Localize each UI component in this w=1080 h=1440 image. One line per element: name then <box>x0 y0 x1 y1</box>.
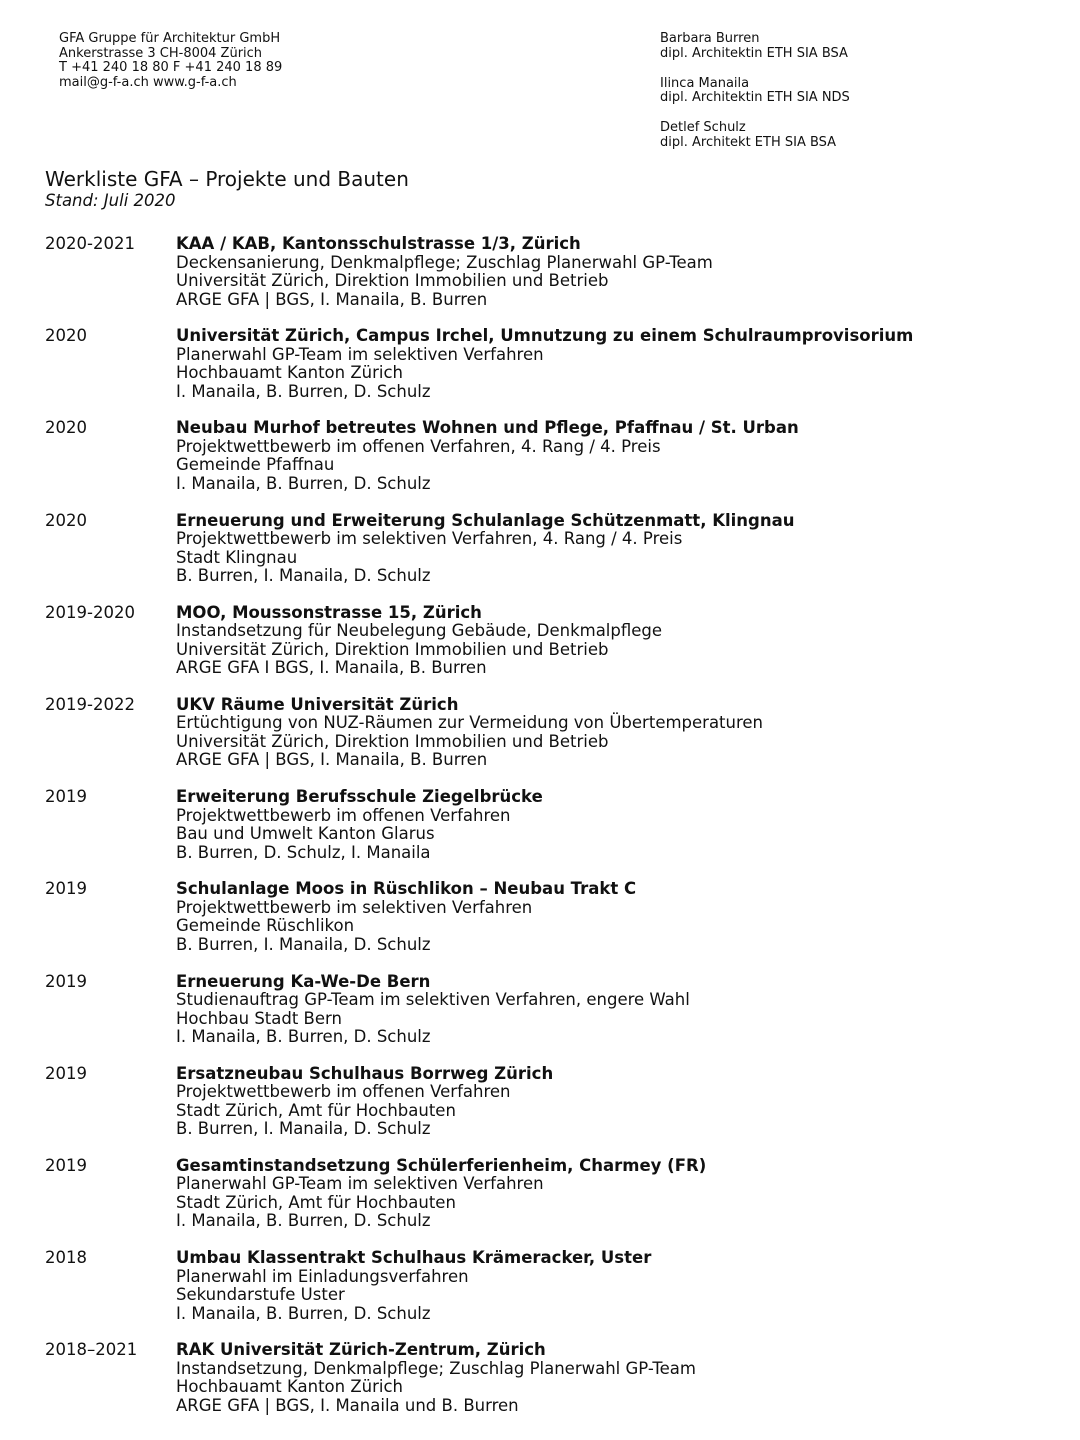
project-team: I. Manaila, B. Burren, D. Schulz <box>176 473 431 493</box>
project-year: 2019 <box>45 971 87 991</box>
project-year: 2018 <box>45 1248 87 1268</box>
partner-title: dipl. Architektin ETH SIA BSA <box>660 45 848 61</box>
project-year: 2019-2020 <box>45 602 135 622</box>
project-entry <box>45 419 1065 511</box>
project-entry <box>45 512 1065 604</box>
project-team: ARGE GFA I BGS, I. Manaila, B. Burren <box>176 658 487 678</box>
project-details <box>176 327 1056 401</box>
company-phone-fax: T +41 240 18 80 F +41 240 18 89 <box>59 60 283 76</box>
project-title: Erneuerung Ka-We-De Bern <box>176 971 431 991</box>
project-team: B. Burren, D. Schulz, I. Manaila <box>176 842 431 862</box>
project-year: 2019 <box>45 1155 87 1175</box>
company-name: GFA Gruppe für Architektur GmbH <box>59 31 281 46</box>
project-team: I. Manaila, B. Burren, D. Schulz <box>176 1027 431 1046</box>
project-client: Universität Zürich, Direktion Immobilien und Betrieb <box>176 271 609 290</box>
project-entry <box>45 1341 1065 1433</box>
project-client: Universität Zürich, Direktion Immobilien und Betrieb <box>176 639 609 659</box>
project-description: Projektwettbewerb im offenen Verfahren <box>176 805 511 825</box>
project-details <box>176 1341 1056 1415</box>
project-team: I. Manaila, B. Burren, D. Schulz <box>176 1211 431 1231</box>
project-client: Stadt Klingnau <box>176 547 298 567</box>
project-details <box>176 1157 1056 1231</box>
project-client: Stadt Zürich, Amt für Hochbauten <box>176 1100 456 1120</box>
document-stand-date: Stand: Juli 2020 <box>45 191 176 210</box>
project-year: 2019-2022 <box>45 694 135 714</box>
project-client: Stadt Zürich, Amt für Hochbauten <box>176 1192 456 1212</box>
project-details <box>176 788 1056 862</box>
partner-entry <box>660 77 1060 106</box>
project-title: RAK Universität Zürich-Zentrum, Zürich <box>176 1340 546 1360</box>
project-title: Umbau Klassentrakt Schulhaus Krämeracker, Uster <box>176 1248 652 1268</box>
project-description: Projektwettbewerb im selektiven Verfahren <box>176 897 533 917</box>
project-team: B. Burren, I. Manaila, D. Schulz <box>176 1119 431 1139</box>
project-description: Studienauftrag GP-Team im selektiven Verfahren, engere Wahl <box>176 990 690 1009</box>
partner-entry <box>660 121 1060 150</box>
partner-name: Detlef Schulz <box>660 120 746 136</box>
project-details <box>176 604 1056 678</box>
project-details <box>176 419 1056 493</box>
partner-title: dipl. Architekt ETH SIA BSA <box>660 134 837 150</box>
company-address-block <box>59 32 479 90</box>
project-details <box>176 880 1056 954</box>
project-entry <box>45 696 1065 788</box>
project-entry <box>45 1157 1065 1249</box>
project-year: 2020-2021 <box>45 234 135 253</box>
project-description: Projektwettbewerb im selektiven Verfahren, 4. Rang / 4. Preis <box>176 529 683 549</box>
project-client: Bau und Umwelt Kanton Glarus <box>176 824 435 844</box>
project-entry <box>45 235 1065 327</box>
project-title: Schulanlage Moos in Rüschlikon – Neubau Trakt C <box>176 879 637 899</box>
project-title: UKV Räume Universität Zürich <box>176 694 459 714</box>
project-details <box>176 1065 1056 1139</box>
project-client: Hochbauamt Kanton Zürich <box>176 363 403 383</box>
project-title: Ersatzneubau Schulhaus Borrweg Zürich <box>176 1063 554 1083</box>
project-title: Universität Zürich, Campus Irchel, Umnutzung zu einem Schulraumprovisorium <box>176 326 914 346</box>
project-description: Planerwahl GP-Team im selektiven Verfahren <box>176 344 544 364</box>
project-details <box>176 235 1056 309</box>
project-details <box>176 973 1056 1047</box>
project-title: Erneuerung und Erweiterung Schulanlage Schützenmatt, Klingnau <box>176 510 795 530</box>
project-title: Erweiterung Berufsschule Ziegelbrücke <box>176 787 543 807</box>
project-year: 2020 <box>45 418 87 438</box>
partner-name: Barbara Burren <box>660 31 760 46</box>
project-year: 2019 <box>45 787 87 807</box>
project-client: Gemeinde Rüschlikon <box>176 916 355 936</box>
project-team: ARGE GFA | BGS, I. Manaila, B. Burren <box>176 750 488 770</box>
project-entry <box>45 327 1065 419</box>
project-team: B. Burren, I. Manaila, D. Schulz <box>176 934 431 954</box>
project-entry <box>45 880 1065 972</box>
project-title: Neubau Murhof betreutes Wohnen und Pflege, Pfaffnau / St. Urban <box>176 418 799 438</box>
project-client: Hochbau Stadt Bern <box>176 1008 342 1028</box>
project-description: Planerwahl GP-Team im selektiven Verfahren <box>176 1174 544 1194</box>
project-client: Universität Zürich, Direktion Immobilien und Betrieb <box>176 731 609 751</box>
company-email-web: mail@g-f-a.ch www.g-f-a.ch <box>59 74 237 90</box>
project-details <box>176 696 1056 770</box>
project-year: 2019 <box>45 879 87 899</box>
project-description: Instandsetzung für Neubelegung Gebäude, Denkmalpflege <box>176 621 663 641</box>
partner-name: Ilinca Manaila <box>660 75 750 91</box>
project-description: Planerwahl im Einladungsverfahren <box>176 1266 469 1286</box>
company-street: Ankerstrasse 3 CH-8004 Zürich <box>59 45 263 61</box>
project-description: Instandsetzung, Denkmalpflege; Zuschlag Planerwahl GP-Team <box>176 1358 696 1378</box>
project-description: Deckensanierung, Denkmalpflege; Zuschlag Planerwahl GP-Team <box>176 252 713 272</box>
project-team: ARGE GFA | BGS, I. Manaila und B. Burren <box>176 1395 519 1415</box>
project-client: Sekundarstufe Uster <box>176 1285 345 1305</box>
partners-block <box>660 32 1060 166</box>
project-details <box>176 1249 1056 1323</box>
project-year: 2018–2021 <box>45 1340 138 1360</box>
project-title: Gesamtinstandsetzung Schülerferienheim, Charmey (FR) <box>176 1155 707 1175</box>
project-team: ARGE GFA | BGS, I. Manaila, B. Burren <box>176 289 488 309</box>
partner-entry <box>660 32 1060 61</box>
project-entry <box>45 973 1065 1065</box>
partner-title: dipl. Architektin ETH SIA NDS <box>660 90 850 106</box>
project-title: MOO, Moussonstrasse 15, Zürich <box>176 602 482 622</box>
project-entry <box>45 1065 1065 1157</box>
project-client: Gemeinde Pfaffnau <box>176 455 335 475</box>
project-team: I. Manaila, B. Burren, D. Schulz <box>176 381 431 401</box>
project-description: Ertüchtigung von NUZ-Räumen zur Vermeidung von Übertemperaturen <box>176 713 764 733</box>
document-title: Werkliste GFA – Projekte und Bauten <box>45 167 409 191</box>
project-list <box>45 235 1065 1433</box>
project-year: 2019 <box>45 1063 87 1083</box>
project-team: B. Burren, I. Manaila, D. Schulz <box>176 566 431 586</box>
project-year: 2020 <box>45 326 87 346</box>
project-team: I. Manaila, B. Burren, D. Schulz <box>176 1303 431 1323</box>
project-client: Hochbauamt Kanton Zürich <box>176 1377 403 1397</box>
project-description: Projektwettbewerb im offenen Verfahren, 4. Rang / 4. Preis <box>176 436 661 456</box>
project-entry <box>45 604 1065 696</box>
project-entry <box>45 1249 1065 1341</box>
project-year: 2020 <box>45 510 87 530</box>
project-title: KAA / KAB, Kantonsschulstrasse 1/3, Zürich <box>176 234 581 253</box>
project-entry <box>45 788 1065 880</box>
project-description: Projektwettbewerb im offenen Verfahren <box>176 1082 511 1102</box>
project-details <box>176 512 1056 586</box>
